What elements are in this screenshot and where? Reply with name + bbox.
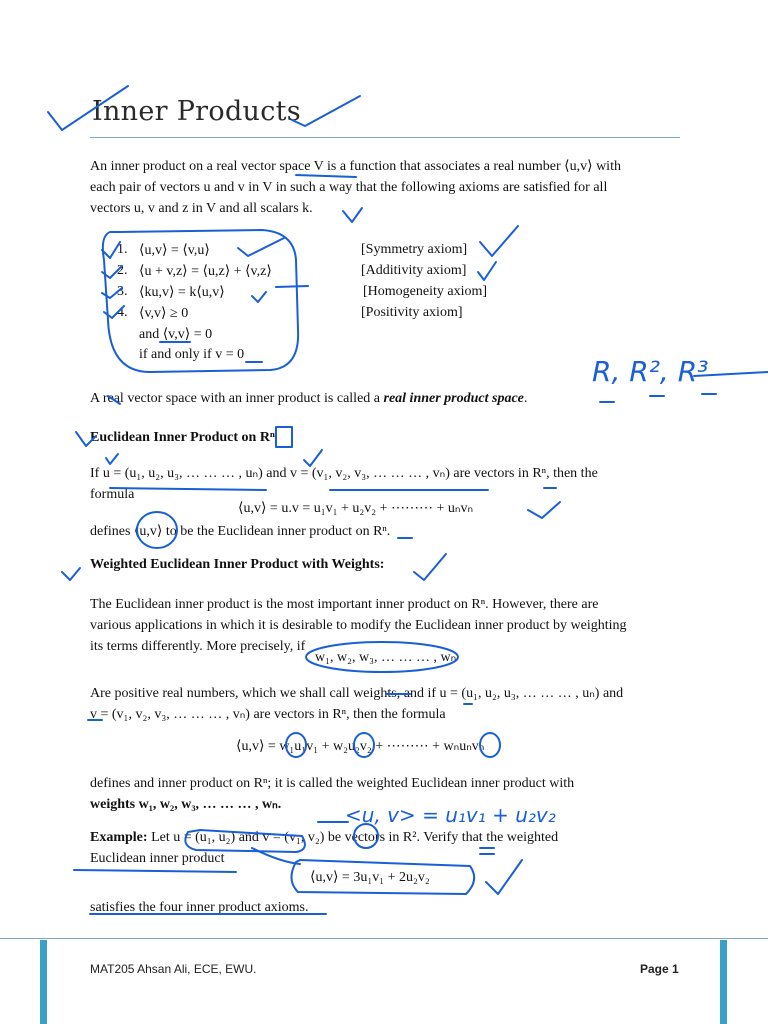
weighted-line-6: defines and inner product on Rⁿ; it is called the weighted Euclidean inner product with	[90, 776, 575, 791]
box-rn-heading	[276, 427, 292, 447]
example-label: Example:	[90, 830, 148, 845]
axiom-3-num: 3.	[117, 284, 128, 299]
checkmark-weighted-right	[414, 554, 446, 580]
weighted-paragraph-1	[90, 594, 678, 657]
example-line-1: Let u = (u₁, u₂) and v = (v₁, v₂) be vectors in R². Verify that the weighted	[147, 830, 559, 845]
underline-euclidean-inner	[74, 870, 236, 872]
checkmark-additivity	[478, 262, 496, 280]
intro-line-3: vectors u, v and z in V and all scalars k.	[90, 201, 313, 216]
axiom-4-formula: ⟨v,v⟩ ≥ 0	[139, 306, 189, 321]
weighted-line-1: The Euclidean inner product is the most important inner product on Rⁿ. However, there are	[90, 597, 599, 612]
example-line-2: Euclidean inner product	[90, 851, 225, 866]
euclid-formula: ⟨u,v⟩ = u.v = u₁v₁ + u₂v₂ + ⋯⋯⋯ + uₙvₙ	[238, 501, 474, 516]
page-number: Page 1	[640, 962, 679, 976]
weighted-line-3: its terms differently. More precisely, if	[90, 639, 306, 654]
axiom-1-name: [Symmetry axiom]	[361, 242, 468, 257]
euclid-line-2: formula	[90, 487, 135, 502]
intro-paragraph	[90, 156, 678, 219]
axiom-1-formula: ⟨u,v⟩ = ⟨v,u⟩	[139, 243, 210, 258]
weighted-formula: ⟨u,v⟩ = w₁u₁v₁ + w₂u₂v₂ + ⋯⋯⋯ + wₙuₙvₙ	[236, 739, 485, 754]
euclid-paragraph	[90, 463, 678, 505]
weighted-line-2: various applications in which it is desirable to modify the Euclidean inner product by weighting	[90, 618, 627, 633]
example-formula: ⟨u,v⟩ = 3u₁v₁ + 2u₂v₂	[310, 870, 430, 885]
underline-axiom-2	[276, 286, 308, 287]
axiom-3-name: [Homogeneity axiom]	[363, 284, 488, 299]
real-space-term: real inner product space	[383, 391, 524, 406]
example-paragraph	[90, 827, 678, 869]
axiom-3-formula: ⟨ku,v⟩ = k⟨u,v⟩	[139, 285, 225, 300]
real-space-sentence: A real vector space with an inner product is called a real inner product space.	[90, 391, 528, 406]
axiom-4-extra-2: if and only if v = 0	[139, 347, 245, 362]
axiom-1-num: 1.	[117, 242, 128, 257]
weighted-heading: Weighted Euclidean Inner Product with Weights:	[90, 557, 385, 572]
footer-author: MAT205 Ahsan Ali, ECE, EWU.	[90, 962, 257, 976]
handwritten-example-note: <u, v> = u₁v₁ + u₂v₂	[345, 803, 556, 827]
handwritten-r-sets: R, R², R³	[592, 355, 709, 388]
checkmark-symmetry	[480, 226, 518, 256]
axiom-2-num: 2.	[117, 263, 128, 278]
footer-left-bar	[40, 940, 47, 1024]
page-title: Inner Products	[92, 96, 301, 127]
axiom-2-name: [Additivity axiom]	[361, 263, 467, 278]
checkmark-weighted	[62, 568, 80, 580]
weighted-line-4: Are positive real numbers, which we shall call weights, and if u = (u₁, u₂, u₃, … … … , uₙ) and	[90, 686, 624, 701]
euclid-line-1: If u = (u₁, u₂, u₃, … … … , uₙ) and v = (v₁, v₂, v₃, … … … , vₙ) are vectors in Rⁿ, then the	[90, 466, 598, 481]
checkmark-axiom-3b	[252, 292, 266, 302]
example-line-3: satisfies the four inner product axioms.	[90, 900, 309, 915]
checkmark-axiom-1b	[238, 238, 284, 256]
weights-list: w₁, w₂, w₃, … … … , wₙ	[315, 650, 457, 665]
intro-line-1: An inner product on a real vector space V is a function that associates a real number ⟨u,v⟩ with	[90, 159, 621, 174]
intro-line-2: each pair of vectors u and v in V in such a way that the following axioms are satisfied for all	[90, 180, 608, 195]
checkmark-title-right	[292, 96, 360, 126]
weighted-paragraph-2	[90, 683, 678, 725]
weighted-line-7: weights w₁, w₂, w₃, … … … , wₙ.	[90, 797, 282, 812]
euclid-heading: Euclidean Inner Product on Rⁿ	[90, 430, 275, 445]
axiom-4-extra-1: and ⟨v,v⟩ = 0	[139, 327, 213, 342]
footer-right-bar	[720, 940, 727, 1024]
title-rule	[90, 137, 680, 138]
axiom-4-num: 4.	[117, 305, 128, 320]
weighted-line-5: v = (v₁, v₂, v₃, … … … , vₙ) are vectors in Rⁿ, then the formula	[90, 707, 446, 722]
euclid-line-3: defines ⟨u,v⟩ to be the Euclidean inner product on Rⁿ.	[90, 524, 391, 539]
axiom-4-name: [Positivity axiom]	[361, 305, 463, 320]
axiom-2-formula: ⟨u + v,z⟩ = ⟨u,z⟩ + ⟨v,z⟩	[139, 264, 272, 279]
footer-rule	[0, 938, 768, 939]
